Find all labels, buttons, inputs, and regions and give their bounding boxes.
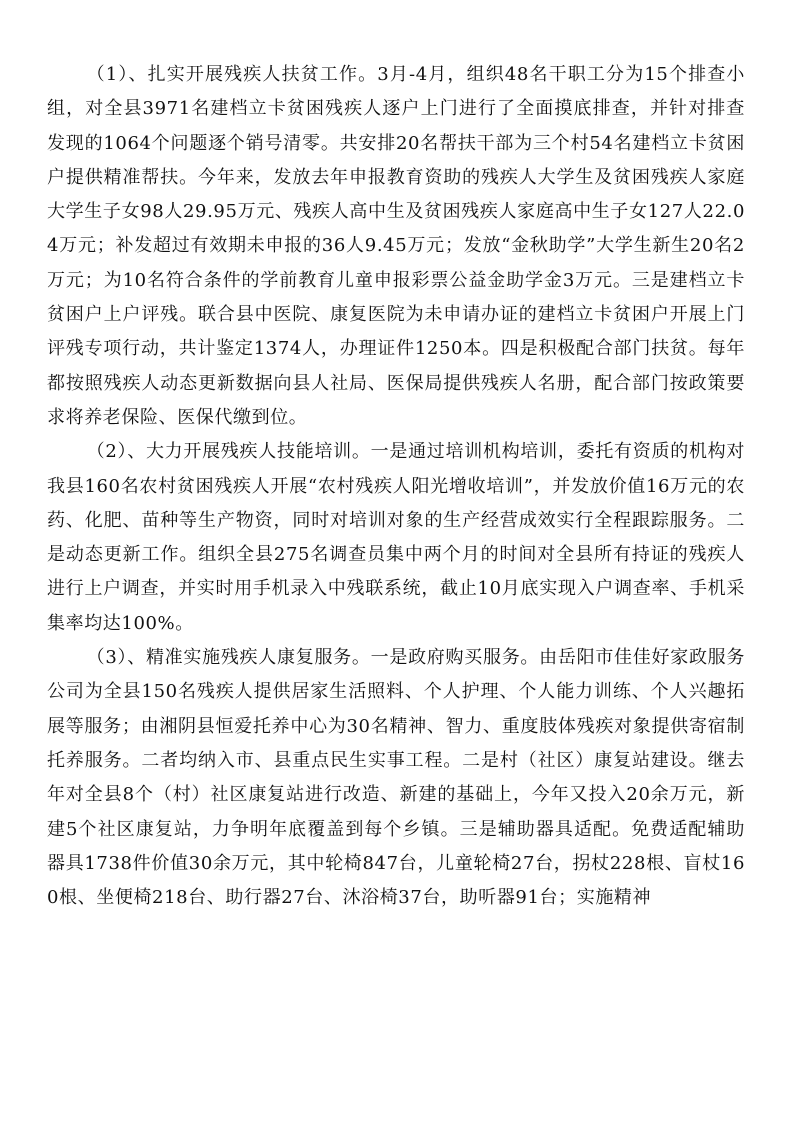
document-body [47, 58, 745, 915]
paragraph-rehabilitation-services: （3）、精准实施残疾人康复服务。一是政府购买服务。由岳阳市佳佳好家政服务公司为全县150名残疾人提供居家生活照料、个人护理、个人能力训练、个人兴趣拓展等服务；由湘阴县恒爱托养中心为30名精神、智力、重度肢体残疾对象提供寄宿制托养服务。二者均纳入市、县重点民生实事工程。二是村（社区）康复站建设。继去年对全县8个（村）社区康复站进行改造、新建的基础上，今年又投入20余万元，新建5个社区康复站，力争明年底覆盖到每个乡镇。三是辅助器具适配。免费适配辅助器具1738件价值30余万元，其中轮椅847台，儿童轮椅27台，拐杖228根、盲杖160根、坐便椅218台、助行器27台、沐浴椅37台，助听器91台；实施精神 [47, 647, 745, 909]
paragraph-poverty-alleviation: （1）、扎实开展残疾人扶贫工作。3月-4月，组织48名干职工分为15个排查小组，对全县3971名建档立卡贫困残疾人逐户上门进行了全面摸底排查，并针对排查发现的1064个问题逐个销号清零。共安排20名帮扶干部为三个村54名建档立卡贫困户提供精准帮扶。今年来，发放去年申报教育资助的残疾人大学生及贫困残疾人家庭大学生子女98人29.95万元、残疾人高中生及贫困残疾人家庭高中生子女127人22.04万元；补发超过有效期未申报的36人9.45万元；发放“金秋助学”大学生新生20名2万元；为10名符合条件的学前教育儿童申报彩票公益金助学金3万元。三是建档立卡贫困户上户评残。联合县中医院、康复医院为未申请办证的建档立卡贫困户开展上门评残专项行动，共计鉴定1374人，办理证件1250本。四是积极配合部门扶贫。每年都按照残疾人动态更新数据向县人社局、医保局提供残疾人名册，配合部门按政策要求将养老保险、医保代缴到位。 [47, 64, 745, 428]
paragraph-skills-training: （2）、大力开展残疾人技能培训。一是通过培训机构培训，委托有资质的机构对我县160名农村贫困残疾人开展“农村残疾人阳光增收培训”，并发放价值16万元的农药、化肥、苗种等生产物资，同时对培训对象的生产经营成效实行全程跟踪服务。二是动态更新工作。组织全县275名调查员集中两个月的时间对全县所有持证的残疾人进行上户调查，并实时用手机录入中残联系统，截止10月底实现入户调查率、手机采集率均达100%。 [47, 441, 745, 634]
